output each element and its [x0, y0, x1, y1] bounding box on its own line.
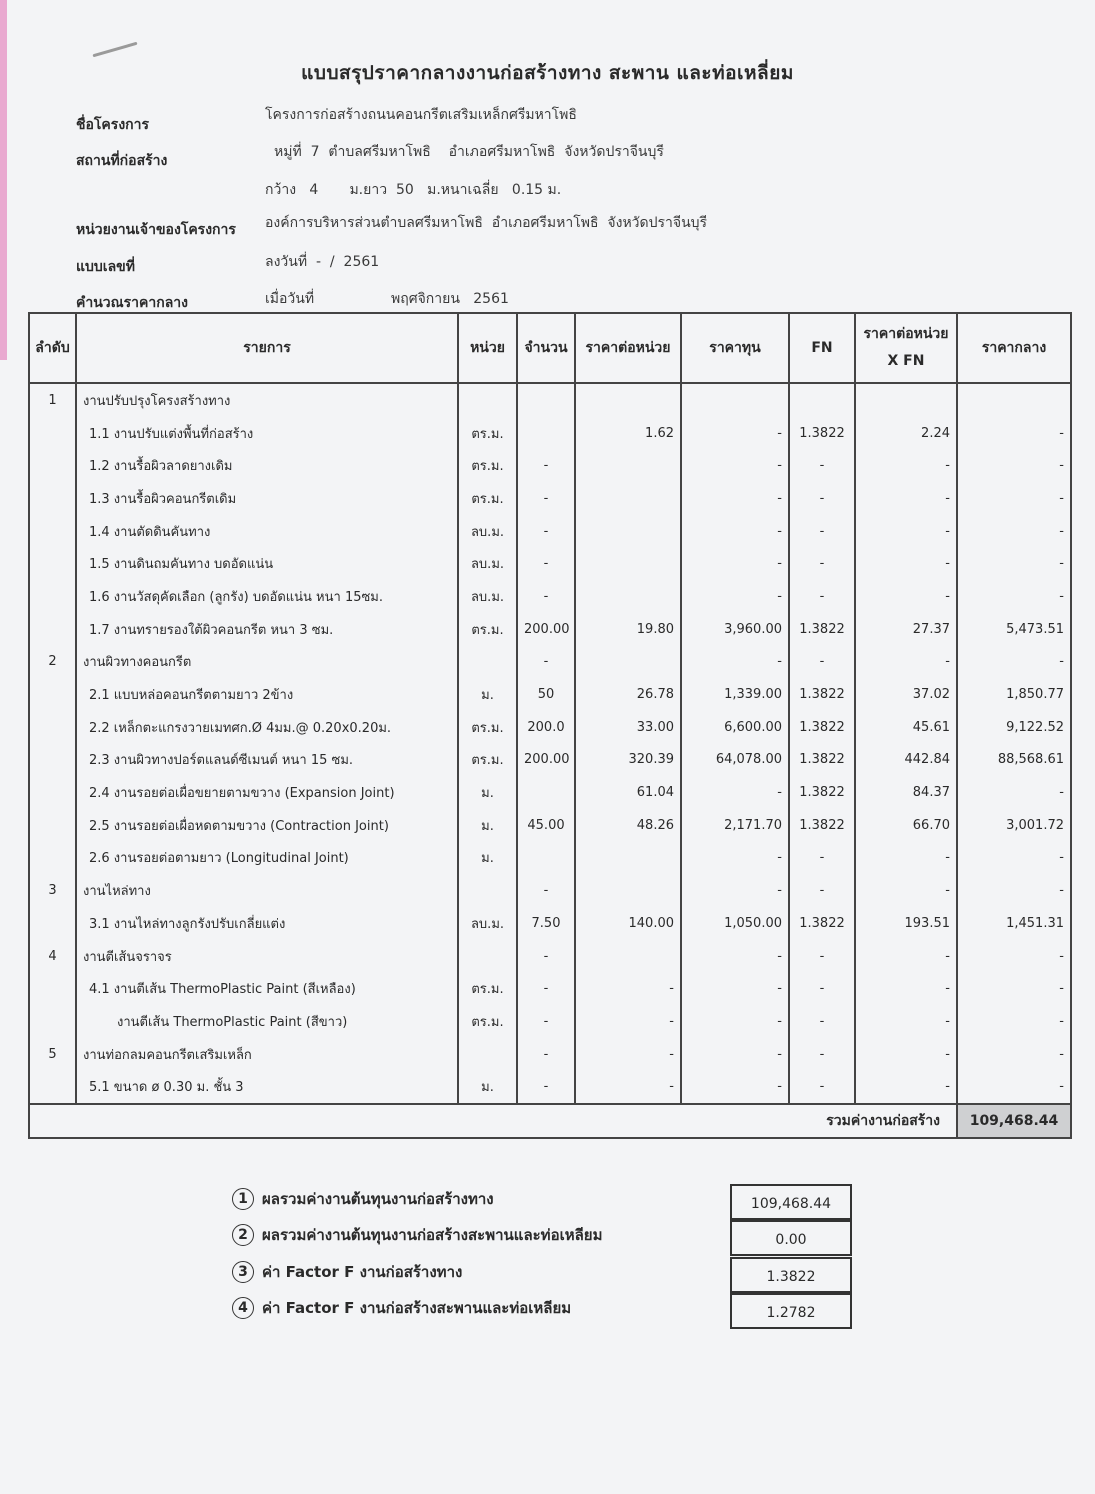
row-cost: -	[681, 449, 789, 482]
row-quantity: -	[517, 940, 575, 973]
row-cost	[681, 383, 789, 417]
row-unit-price: 48.26	[575, 809, 681, 842]
row-item: 1.4 งานตัดดินคันทาง	[76, 515, 458, 548]
row-median-price: -	[957, 1070, 1071, 1104]
row-price-fn: 193.51	[855, 907, 957, 940]
row-unit: ตร.ม.	[458, 1005, 517, 1038]
row-median-price: -	[957, 1005, 1071, 1038]
table-row	[29, 383, 1071, 417]
row-number	[29, 547, 76, 580]
row-unit: ตร.ม.	[458, 711, 517, 744]
row-fn: -	[789, 482, 855, 515]
row-unit-price	[575, 940, 681, 973]
row-unit: ม.	[458, 809, 517, 842]
table-row	[29, 1038, 1071, 1071]
row-number	[29, 776, 76, 809]
dimension-value: กว้าง 4 ม.ยาว 50 ม.หนาเฉลี่ย 0.15 ม.	[265, 182, 562, 198]
row-price-fn: -	[855, 449, 957, 482]
row-unit-price: 33.00	[575, 711, 681, 744]
row-quantity: -	[517, 482, 575, 515]
header-price-fn-line2: X FN	[887, 353, 925, 369]
header-median-price: ราคากลาง	[957, 313, 1071, 383]
row-item: 1.1 งานปรับแต่งพื้นที่ก่อสร้าง	[76, 417, 458, 450]
table-row	[29, 842, 1071, 875]
table-row	[29, 1070, 1071, 1104]
row-median-price: -	[957, 449, 1071, 482]
table-row	[29, 417, 1071, 450]
row-item: งานตีเส้น ThermoPlastic Paint (สีขาว)	[76, 1005, 458, 1038]
row-number	[29, 678, 76, 711]
calc-date-label: เมื่อวันที่	[265, 291, 315, 307]
location-value: หมู่ที่ 7 ตำบลศรีมหาโพธิ อำเภอศรีมหาโพธิ จังหวัดปราจีนบุรี	[274, 144, 664, 160]
row-cost: 6,600.00	[681, 711, 789, 744]
row-item: 1.5 งานดินถมคันทาง บดอัดแน่น	[76, 547, 458, 580]
row-number	[29, 1005, 76, 1038]
row-quantity: -	[517, 547, 575, 580]
row-price-fn: 84.37	[855, 776, 957, 809]
row-unit: ตร.ม.	[458, 744, 517, 777]
row-quantity: -	[517, 874, 575, 907]
row-median-price: -	[957, 646, 1071, 679]
row-cost: -	[681, 972, 789, 1005]
row-fn: 1.3822	[789, 678, 855, 711]
row-quantity: 200.00	[517, 613, 575, 646]
row-cost: -	[681, 547, 789, 580]
row-fn: -	[789, 874, 855, 907]
row-item: 2.4 งานรอยต่อเผื่อขยายตามขวาง (Expansion Joint)	[76, 776, 458, 809]
row-fn: -	[789, 842, 855, 875]
row-fn: -	[789, 1005, 855, 1038]
row-number	[29, 580, 76, 613]
row-unit: ลบ.ม.	[458, 907, 517, 940]
row-unit: ม.	[458, 776, 517, 809]
table-row	[29, 482, 1071, 515]
header-unit-price: ราคาต่อหน่วย	[575, 313, 681, 383]
row-price-fn: -	[855, 1038, 957, 1071]
row-unit-price: 19.80	[575, 613, 681, 646]
total-spacer	[29, 1104, 76, 1138]
row-fn: -	[789, 515, 855, 548]
row-item: งานปรับปรุงโครงสร้างทาง	[76, 383, 458, 417]
row-item: 3.1 งานไหล่ทางลูกรังปรับเกลี่ยแต่ง	[76, 907, 458, 940]
row-price-fn: 66.70	[855, 809, 957, 842]
row-item: งานไหล่ทาง	[76, 874, 458, 907]
form-number-label: แบบเลขที่	[76, 259, 135, 275]
row-quantity: -	[517, 646, 575, 679]
row-cost: 2,171.70	[681, 809, 789, 842]
row-cost: -	[681, 776, 789, 809]
summary-line	[232, 1296, 571, 1320]
total-value: 109,468.44	[957, 1104, 1071, 1138]
table-header-row	[29, 313, 1071, 383]
row-price-fn: 37.02	[855, 678, 957, 711]
row-unit-price	[575, 482, 681, 515]
row-unit-price	[575, 580, 681, 613]
row-cost: -	[681, 1005, 789, 1038]
row-number: 1	[29, 383, 76, 417]
total-row	[29, 1104, 1071, 1138]
calc-date-value: พฤศจิกายน 2561	[391, 291, 509, 307]
table-row	[29, 809, 1071, 842]
header-no: ลำดับ	[29, 313, 76, 383]
table-row	[29, 711, 1071, 744]
project-label: ชื่อโครงการ	[76, 117, 150, 133]
header-cost: ราคาทุน	[681, 313, 789, 383]
table-row	[29, 449, 1071, 482]
summary-number: 2	[232, 1224, 254, 1246]
row-cost: 1,339.00	[681, 678, 789, 711]
row-quantity: -	[517, 1005, 575, 1038]
row-price-fn	[855, 383, 957, 417]
row-quantity: -	[517, 972, 575, 1005]
project-value: โครงการก่อสร้างถนนคอนกรีตเสริมเหล็กศรีมหาโพธิ	[265, 107, 577, 123]
row-number	[29, 515, 76, 548]
summary-line	[232, 1187, 494, 1211]
row-fn: 1.3822	[789, 613, 855, 646]
price-table	[28, 312, 1072, 1139]
row-quantity: -	[517, 515, 575, 548]
row-median-price: 88,568.61	[957, 744, 1071, 777]
row-unit: ตร.ม.	[458, 449, 517, 482]
row-item: 1.6 งานวัสดุคัดเลือก (ลูกรัง) บดอัดแน่น หนา 15ซม.	[76, 580, 458, 613]
header-price-fn	[855, 313, 957, 383]
row-quantity: 45.00	[517, 809, 575, 842]
row-unit	[458, 383, 517, 417]
row-number	[29, 482, 76, 515]
row-cost: 1,050.00	[681, 907, 789, 940]
row-price-fn: -	[855, 646, 957, 679]
row-number: 4	[29, 940, 76, 973]
row-fn: 1.3822	[789, 907, 855, 940]
row-median-price	[957, 383, 1071, 417]
row-unit	[458, 874, 517, 907]
table-row	[29, 940, 1071, 973]
row-cost: -	[681, 646, 789, 679]
row-median-price: -	[957, 1038, 1071, 1071]
row-fn: -	[789, 449, 855, 482]
header-price-fn-line1: ราคาต่อหน่วย	[863, 326, 949, 343]
row-item: 1.2 งานรื้อผิวลาดยางเดิม	[76, 449, 458, 482]
summary-value: 1.3822	[730, 1257, 852, 1293]
row-number	[29, 711, 76, 744]
row-quantity: -	[517, 1070, 575, 1104]
row-median-price: -	[957, 515, 1071, 548]
summary-value: 0.00	[730, 1220, 852, 1256]
row-unit-price	[575, 646, 681, 679]
row-number	[29, 907, 76, 940]
row-number	[29, 613, 76, 646]
row-unit: ลบ.ม.	[458, 547, 517, 580]
summary-label: ผลรวมค่างานต้นทุนงานก่อสร้างสะพานและท่อเหลียม	[262, 1226, 603, 1244]
row-unit-price: 26.78	[575, 678, 681, 711]
row-cost: -	[681, 1070, 789, 1104]
summary-value: 109,468.44	[730, 1184, 852, 1220]
row-quantity: 200.00	[517, 744, 575, 777]
form-date-value: ลงวันที่ - / 2561	[265, 254, 380, 270]
row-median-price: -	[957, 776, 1071, 809]
row-price-fn: 27.37	[855, 613, 957, 646]
row-number	[29, 842, 76, 875]
row-number	[29, 449, 76, 482]
row-fn	[789, 383, 855, 417]
summary-number: 1	[232, 1188, 254, 1210]
row-quantity: 50	[517, 678, 575, 711]
row-quantity	[517, 383, 575, 417]
row-quantity: -	[517, 580, 575, 613]
row-unit: ม.	[458, 1070, 517, 1104]
row-cost: -	[681, 580, 789, 613]
row-median-price: -	[957, 972, 1071, 1005]
row-fn: -	[789, 1070, 855, 1104]
row-median-price: 1,850.77	[957, 678, 1071, 711]
row-quantity: -	[517, 1038, 575, 1071]
row-unit: ตร.ม.	[458, 417, 517, 450]
owner-label: หน่วยงานเจ้าของโครงการ	[76, 222, 236, 238]
row-price-fn: 442.84	[855, 744, 957, 777]
row-fn: -	[789, 1038, 855, 1071]
row-price-fn: -	[855, 940, 957, 973]
row-unit-price: -	[575, 1070, 681, 1104]
row-unit-price: 1.62	[575, 417, 681, 450]
row-item: งานตีเส้นจราจร	[76, 940, 458, 973]
row-fn: 1.3822	[789, 744, 855, 777]
row-unit-price: 140.00	[575, 907, 681, 940]
row-item: 5.1 ขนาด ø 0.30 ม. ชั้น 3	[76, 1070, 458, 1104]
table-row	[29, 744, 1071, 777]
row-price-fn: -	[855, 842, 957, 875]
row-number	[29, 417, 76, 450]
row-unit-price: 320.39	[575, 744, 681, 777]
row-price-fn: -	[855, 1005, 957, 1038]
row-unit-price	[575, 383, 681, 417]
row-item: 2.1 แบบหล่อคอนกรีตตามยาว 2ข้าง	[76, 678, 458, 711]
row-number	[29, 744, 76, 777]
row-unit: ลบ.ม.	[458, 580, 517, 613]
row-number	[29, 809, 76, 842]
calc-label: คำนวณราคากลาง	[76, 295, 189, 311]
header-qty: จำนวน	[517, 313, 575, 383]
row-unit-price: -	[575, 1038, 681, 1071]
row-median-price: 1,451.31	[957, 907, 1071, 940]
row-price-fn: -	[855, 547, 957, 580]
table-row	[29, 547, 1071, 580]
row-unit	[458, 646, 517, 679]
row-unit	[458, 1038, 517, 1071]
row-item: 2.6 งานรอยต่อตามยาว (Longitudinal Joint)	[76, 842, 458, 875]
row-quantity	[517, 842, 575, 875]
row-unit-price: 61.04	[575, 776, 681, 809]
header-item: รายการ	[76, 313, 458, 383]
row-fn: 1.3822	[789, 417, 855, 450]
row-unit-price: -	[575, 1005, 681, 1038]
row-number: 5	[29, 1038, 76, 1071]
table-row	[29, 646, 1071, 679]
row-quantity: 7.50	[517, 907, 575, 940]
summary-label: ผลรวมค่างานต้นทุนงานก่อสร้างทาง	[262, 1190, 494, 1208]
table-row	[29, 613, 1071, 646]
row-cost: -	[681, 1038, 789, 1071]
row-quantity	[517, 776, 575, 809]
row-unit-price	[575, 842, 681, 875]
row-item: งานท่อกลมคอนกรีตเสริมเหล็ก	[76, 1038, 458, 1071]
row-item: 2.5 งานรอยต่อเผื่อหดตามขวาง (Contraction Joint)	[76, 809, 458, 842]
row-cost: -	[681, 417, 789, 450]
summary-number: 4	[232, 1297, 254, 1319]
row-number: 2	[29, 646, 76, 679]
table-row	[29, 1005, 1071, 1038]
location-label: สถานที่ก่อสร้าง	[76, 153, 168, 169]
summary-value: 1.2782	[730, 1293, 852, 1329]
row-median-price: -	[957, 842, 1071, 875]
row-unit: ลบ.ม.	[458, 515, 517, 548]
page-edge-mark	[0, 0, 7, 360]
row-unit	[458, 940, 517, 973]
table-row	[29, 874, 1071, 907]
row-item: 2.3 งานผิวทางปอร์ตแลนด์ซีเมนต์ หนา 15 ซม.	[76, 744, 458, 777]
table-row	[29, 580, 1071, 613]
row-price-fn: -	[855, 515, 957, 548]
row-fn: -	[789, 940, 855, 973]
row-unit-price	[575, 874, 681, 907]
row-price-fn: -	[855, 580, 957, 613]
row-price-fn: -	[855, 482, 957, 515]
row-unit: ตร.ม.	[458, 482, 517, 515]
row-fn: 1.3822	[789, 809, 855, 842]
row-median-price: -	[957, 547, 1071, 580]
summary-line	[232, 1260, 462, 1284]
row-fn: -	[789, 972, 855, 1005]
row-price-fn: 45.61	[855, 711, 957, 744]
row-fn: 1.3822	[789, 711, 855, 744]
row-unit: ม.	[458, 842, 517, 875]
row-fn: -	[789, 547, 855, 580]
row-median-price: 5,473.51	[957, 613, 1071, 646]
row-item: งานผิวทางคอนกรีต	[76, 646, 458, 679]
row-number: 3	[29, 874, 76, 907]
row-unit-price	[575, 449, 681, 482]
row-price-fn: -	[855, 1070, 957, 1104]
row-unit-price	[575, 515, 681, 548]
page-title: แบบสรุปราคากลางงานก่อสร้างทาง สะพาน และท่อเหลี่ยม	[301, 62, 794, 84]
total-label: รวมค่างานก่อสร้าง	[826, 1113, 940, 1130]
row-median-price: -	[957, 874, 1071, 907]
row-item: 4.1 งานตีเส้น ThermoPlastic Paint (สีเหลือง)	[76, 972, 458, 1005]
row-unit: ม.	[458, 678, 517, 711]
row-item: 2.2 เหล็กตะแกรงวายเมทศก.Ø 4มม.@ 0.20x0.20ม.	[76, 711, 458, 744]
row-quantity: -	[517, 449, 575, 482]
row-median-price: -	[957, 580, 1071, 613]
row-cost: 64,078.00	[681, 744, 789, 777]
row-median-price: -	[957, 940, 1071, 973]
row-fn: 1.3822	[789, 776, 855, 809]
row-median-price: -	[957, 482, 1071, 515]
row-median-price: -	[957, 417, 1071, 450]
row-item: 1.7 งานทรายรองใต้ผิวคอนกรีต หนา 3 ซม.	[76, 613, 458, 646]
summary-line	[232, 1223, 602, 1247]
row-item: 1.3 งานรื้อผิวคอนกรีตเดิม	[76, 482, 458, 515]
summary-label: ค่า Factor F งานก่อสร้างทาง	[262, 1263, 463, 1281]
row-price-fn: 2.24	[855, 417, 957, 450]
table-row	[29, 515, 1071, 548]
header-fn: FN	[789, 313, 855, 383]
table-row	[29, 776, 1071, 809]
row-cost: -	[681, 842, 789, 875]
row-median-price: 9,122.52	[957, 711, 1071, 744]
summary-number: 3	[232, 1261, 254, 1283]
table-row	[29, 972, 1071, 1005]
owner-value: องค์การบริหารส่วนตำบลศรีมหาโพธิ อำเภอศรีมหาโพธิ จังหวัดปราจีนบุรี	[265, 215, 708, 231]
row-unit-price	[575, 547, 681, 580]
row-quantity: 200.0	[517, 711, 575, 744]
pen-mark	[92, 42, 137, 58]
row-unit-price: -	[575, 972, 681, 1005]
row-cost: -	[681, 874, 789, 907]
row-quantity	[517, 417, 575, 450]
table-row	[29, 678, 1071, 711]
row-number	[29, 972, 76, 1005]
row-price-fn: -	[855, 874, 957, 907]
row-cost: -	[681, 515, 789, 548]
row-cost: -	[681, 482, 789, 515]
summary-label: ค่า Factor F งานก่อสร้างสะพานและท่อเหลียม	[262, 1299, 572, 1317]
table-row	[29, 907, 1071, 940]
row-fn: -	[789, 646, 855, 679]
header-unit: หน่วย	[458, 313, 517, 383]
row-median-price: 3,001.72	[957, 809, 1071, 842]
row-number	[29, 1070, 76, 1104]
row-cost: 3,960.00	[681, 613, 789, 646]
row-price-fn: -	[855, 972, 957, 1005]
row-fn: -	[789, 580, 855, 613]
row-unit: ตร.ม.	[458, 613, 517, 646]
row-unit: ตร.ม.	[458, 972, 517, 1005]
row-cost: -	[681, 940, 789, 973]
